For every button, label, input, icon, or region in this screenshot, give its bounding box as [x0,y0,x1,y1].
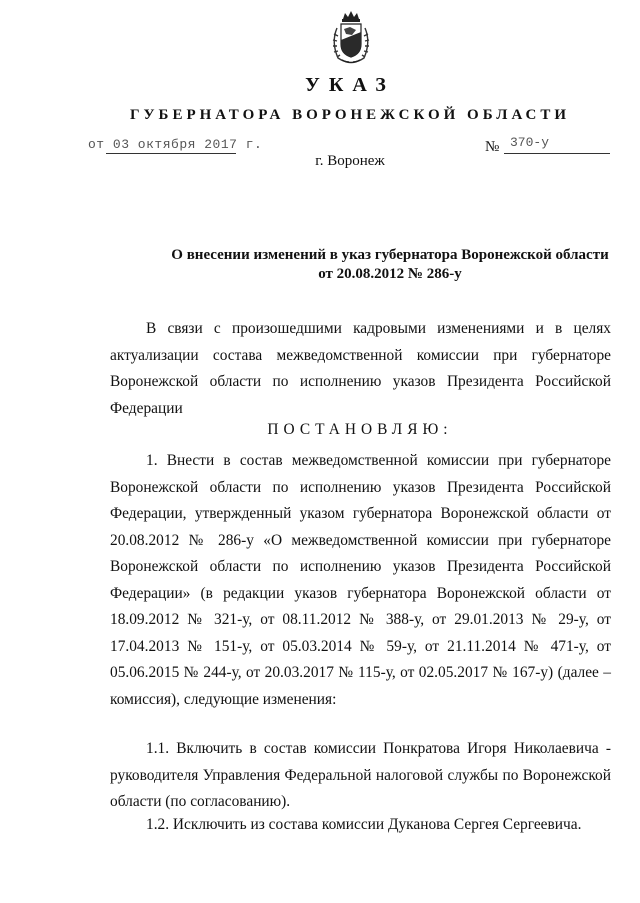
date-handwritten: от 03 октября 2017 г. [88,137,263,152]
item-1-paragraph: 1. Внести в состав межведомственной комиссии при губернаторе Воронежской области по исполнению указов Президента Российской Федерации, утвержденный указом губернатора Воронежской области от 20.08.2012 № 286-у «О межведомственной комиссии при губернаторе Воронежской области по исполнению указов Президента Российской Федерации» (в редакции указов губернатора Воронежской области от 18.09.2012 № 321-у, от 08.11.2012 № 388-у, от 29.01.2013 № 29-у, от 17.04.2013 № 151-у, от 05.03.2014 № 59-у, от 21.11.2014 № 471-у, от 05.06.2015 № 244-у, от 20.03.2017 № 115-у, от 02.05.2017 № 167-у) (далее – комиссия), следующие изменения: [110,452,611,708]
document-subject [110,246,640,284]
subject-line-1: О внесении изменений в указ губернатора Воронежской области [171,247,609,263]
number-handwritten: 370-у [510,135,550,150]
issuer-title: ГУБЕРНАТОРА ВОРОНЕЖСКОЙ ОБЛАСТИ [129,107,571,123]
item-1-1-paragraph: 1.1. Включить в состав комиссии Понкратова Игоря Николаевича - руководителя Управления Федеральной налоговой службы по Воронежской области (по согласованию). [110,740,611,810]
preamble-paragraph: В связи с произошедшими кадровыми изменениями и в целях актуализации состава межведомственной комиссии при губернаторе Воронежской области по исполнению указов Президента Российской Федерации [110,320,611,417]
number-sign: № [485,139,500,155]
item-1-2-paragraph: 1.2. Исключить из состава комиссии Дуканова Сергея Сергеевича. [146,816,582,833]
document-type-title: УКАЗ [305,74,395,96]
coat-of-arms-icon [328,10,374,66]
decree-word: ПОСТАНОВЛЯЮ: [267,421,453,438]
subject-line-2: от 20.08.2012 № 286-у [318,266,462,282]
city-name: г. Воронеж [315,153,385,169]
